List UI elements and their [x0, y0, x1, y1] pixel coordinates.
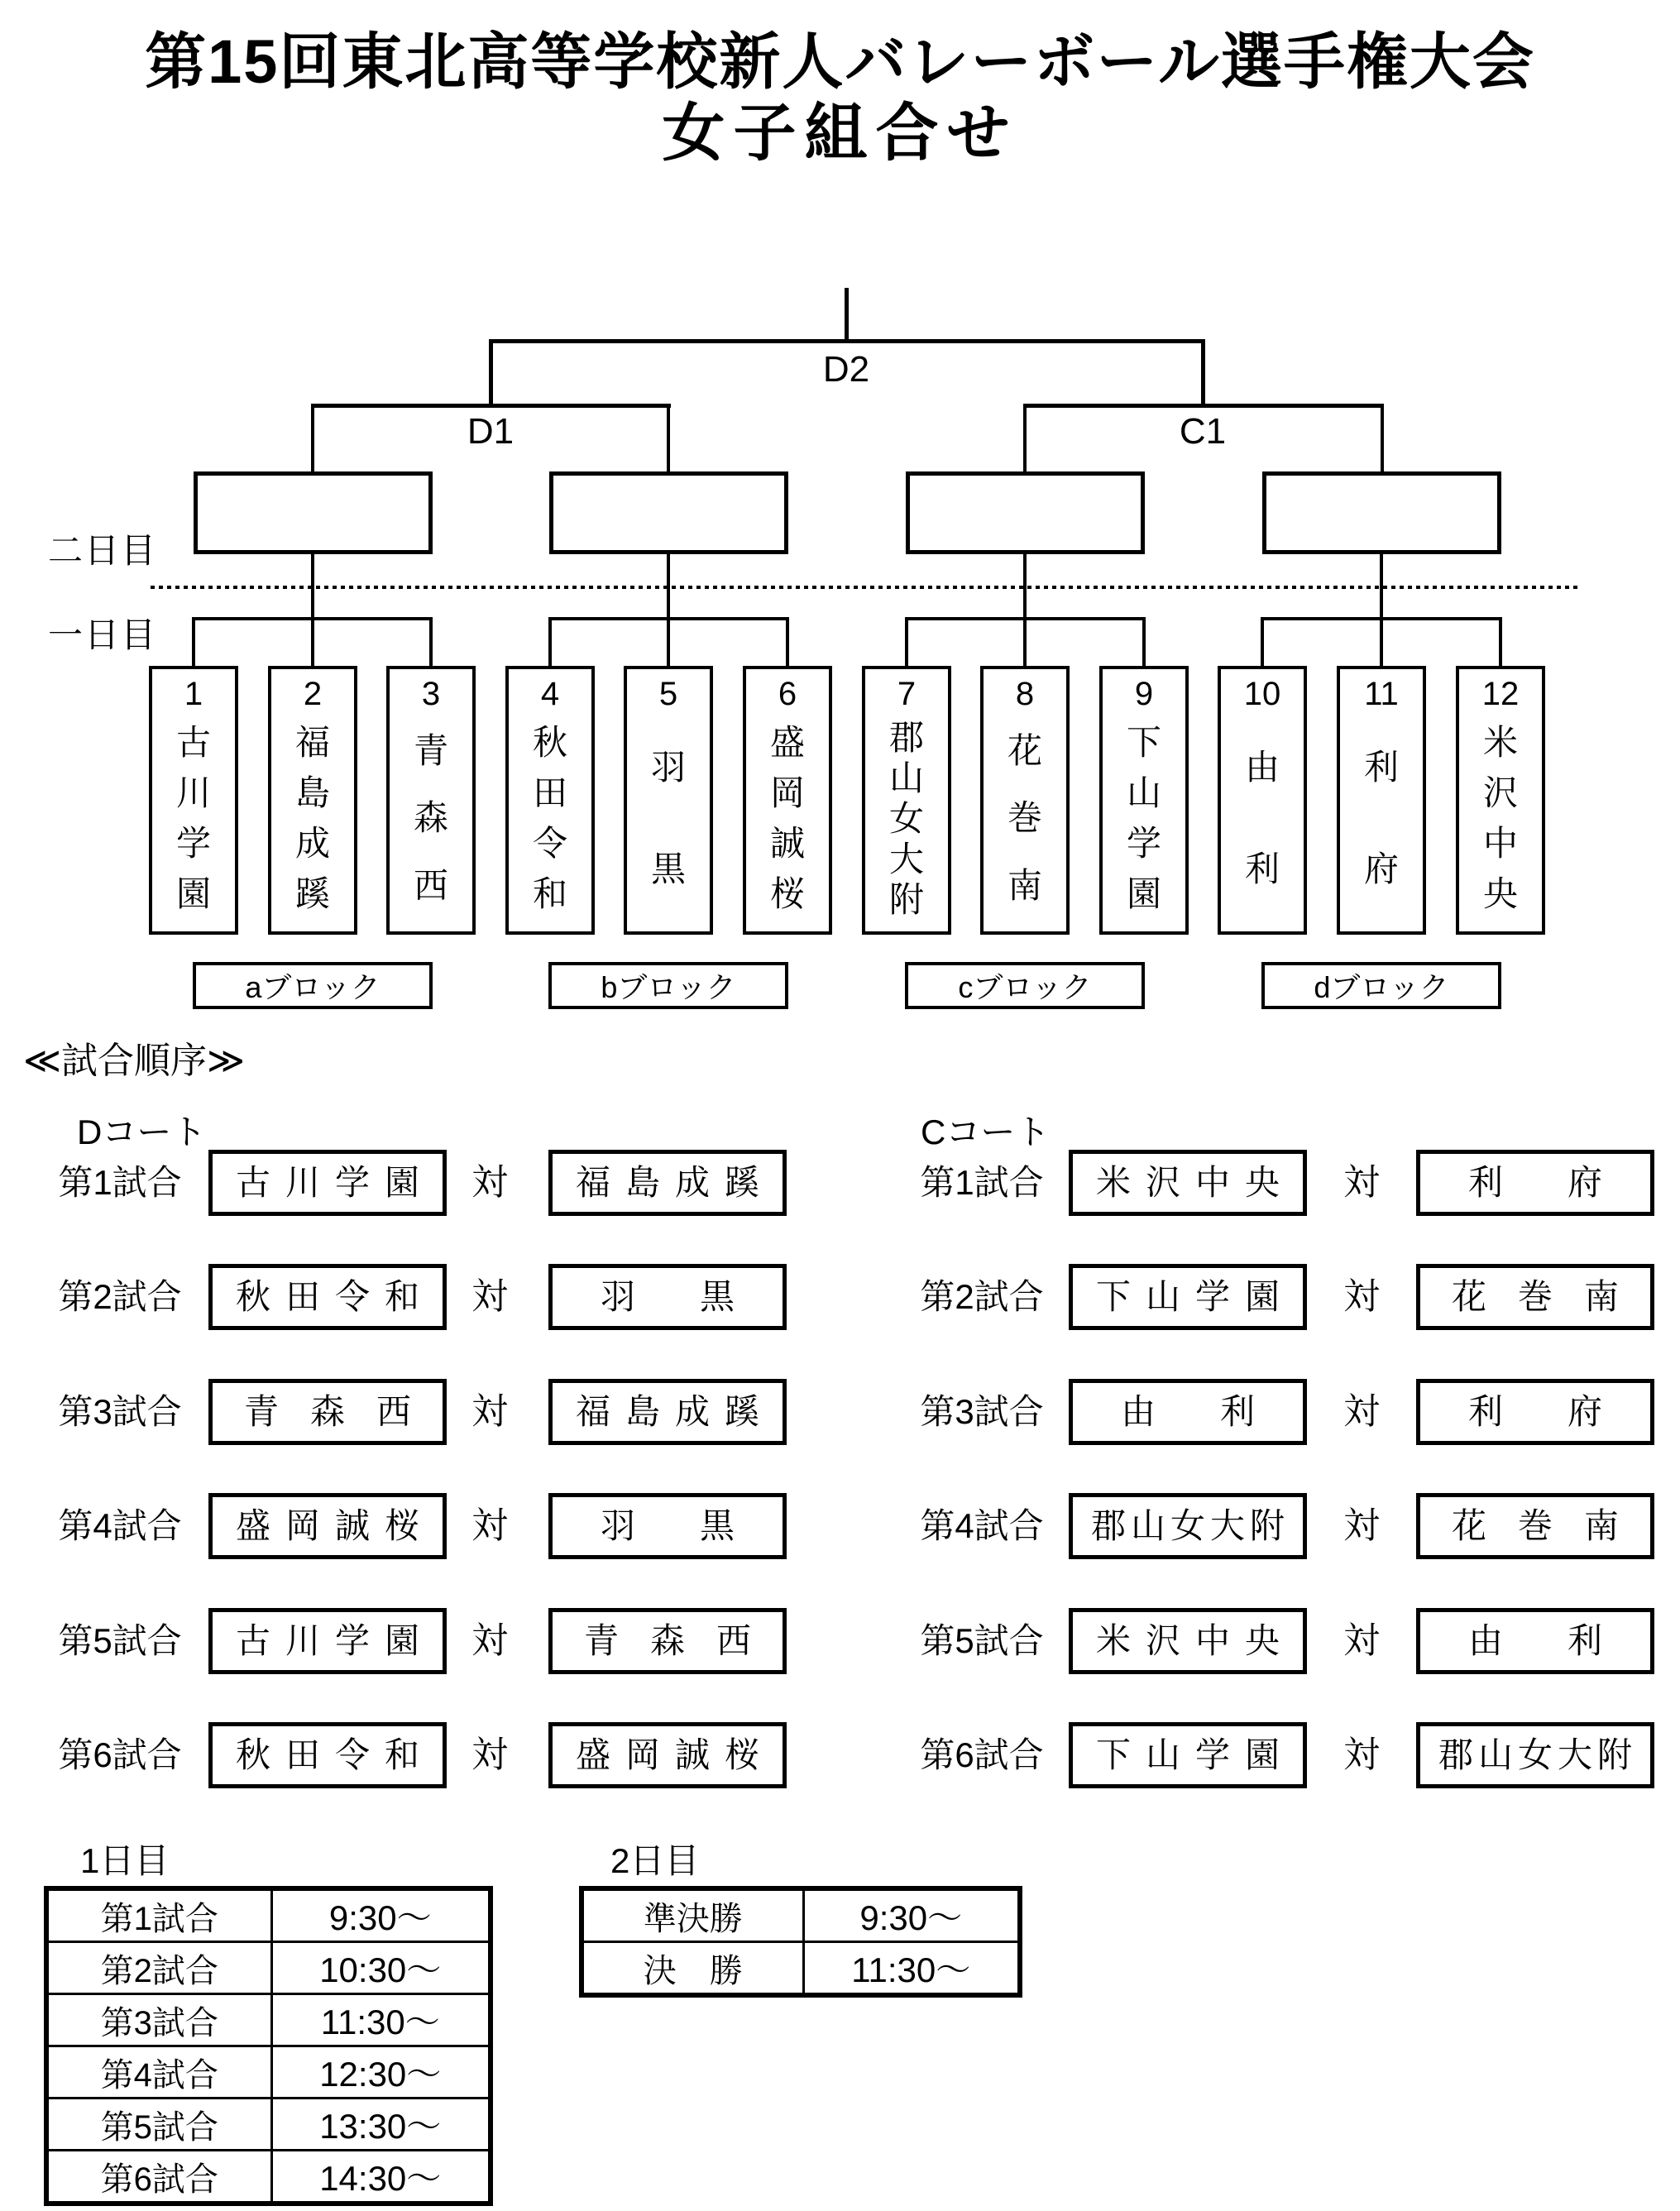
semifinal-slot-box [906, 471, 1145, 554]
match-number-label: 第6試合 [58, 1735, 182, 1774]
match-number-label: 第3試合 [58, 1392, 182, 1431]
schedule-match-label: 決 勝 [582, 1942, 803, 1996]
away-team-box [1416, 1379, 1654, 1445]
block-label-d: dブロック [1261, 962, 1501, 1009]
home-team-name: 古 川 学 園 [235, 1621, 419, 1660]
away-team-name: 郡 山 女 大 附 [1438, 1735, 1632, 1774]
home-team-name: 郡 山 女 大 附 [1090, 1506, 1285, 1545]
match-number-label: 第3試合 [920, 1392, 1044, 1431]
match-number-label: 第2試合 [920, 1277, 1044, 1316]
home-team-box [1069, 1493, 1307, 1559]
vs-label: 対 [1343, 1620, 1380, 1661]
schedule-time: 10:30～ [271, 1942, 491, 1994]
match-order-heading: ≪試合順序≫ [23, 1041, 246, 1081]
match-row-c5 [0, 1608, 1680, 1674]
day2-schedule-table [579, 1886, 1022, 1998]
schedule-time: 12:30～ [271, 2046, 491, 2099]
match-row-c4 [0, 1493, 1680, 1559]
team-name: 花 巻 南 [1007, 730, 1042, 906]
team-name: 利 府 [1363, 748, 1399, 888]
table-row [582, 1888, 1020, 1942]
day2-side-label: 二日目 [48, 531, 158, 570]
day1-table-title: 1日目 [80, 1841, 170, 1880]
home-team-box [1069, 1608, 1307, 1674]
table-row [46, 2046, 491, 2099]
away-team-name: 利 府 [1467, 1392, 1602, 1431]
vs-label: 対 [1343, 1735, 1380, 1775]
bracket-line [1201, 339, 1205, 408]
team-seed: 3 [421, 676, 441, 712]
vs-label: 対 [471, 1162, 508, 1203]
match-number-label: 第1試合 [920, 1163, 1044, 1202]
team-box-2 [268, 666, 357, 935]
bracket-line [667, 617, 670, 669]
home-team-name: 下 山 学 園 [1095, 1277, 1280, 1316]
team-seed: 7 [897, 676, 917, 712]
match-number-label: 第1試合 [58, 1163, 182, 1202]
court-d-label: Dコート [77, 1113, 207, 1151]
tournament-title: 第15回東北高等学校新人バレーボール選手権大会 [145, 27, 1535, 96]
away-team-name: 花 巻 南 [1451, 1277, 1619, 1316]
table-row [582, 1942, 1020, 1996]
vs-label: 対 [1343, 1391, 1380, 1432]
home-team-box [1069, 1264, 1307, 1330]
block-label-a: aブロック [193, 962, 433, 1009]
bracket-line [1261, 617, 1264, 669]
match-number-label: 第5試合 [920, 1621, 1044, 1660]
team-seed: 6 [778, 676, 797, 712]
away-team-name: 花 巻 南 [1451, 1506, 1619, 1545]
bracket-line-semifinal-left [311, 404, 671, 408]
schedule-match-label: 準決勝 [582, 1888, 803, 1942]
home-team-name: 盛 岡 誠 桜 [235, 1506, 419, 1545]
day-separator-line [151, 586, 1578, 589]
bracket-line [786, 617, 789, 669]
match-number-label: 第5試合 [58, 1621, 182, 1660]
bracket-line [489, 339, 493, 408]
team-box-12 [1456, 666, 1545, 935]
bracket-line [192, 617, 195, 669]
semifinal-left-label: D1 [467, 411, 515, 452]
semifinal-slot-box [549, 471, 788, 554]
home-team-name: 米 沢 中 央 [1095, 1163, 1280, 1202]
away-team-box [1416, 1150, 1654, 1216]
home-team-box [1069, 1150, 1307, 1216]
schedule-match-label: 第5試合 [46, 2099, 271, 2151]
vs-label: 対 [1343, 1505, 1380, 1546]
bracket-line [1023, 617, 1027, 669]
match-number-label: 第2試合 [58, 1277, 182, 1316]
day2-table-title: 2日目 [610, 1841, 700, 1880]
schedule-time: 11:30～ [803, 1942, 1020, 1996]
day1-schedule-table [44, 1886, 493, 2206]
bracket-line-semifinal-right [1023, 404, 1384, 408]
final-label: D2 [822, 349, 870, 390]
vs-label: 対 [471, 1735, 508, 1775]
away-team-name: 羽 黒 [600, 1506, 735, 1545]
team-box-5 [624, 666, 713, 935]
team-name: 下 山 学 園 [1126, 722, 1161, 914]
bracket-line [311, 404, 314, 476]
court-c-label: Cコート [921, 1113, 1051, 1151]
schedule-time: 9:30～ [271, 1888, 491, 1942]
table-row [46, 2151, 491, 2204]
match-row-c3 [0, 1379, 1680, 1445]
table-row [46, 1994, 491, 2046]
team-seed: 1 [184, 676, 203, 712]
table-row [46, 1942, 491, 1994]
team-seed: 11 [1364, 676, 1399, 712]
away-team-box [1416, 1493, 1654, 1559]
team-box-1 [149, 666, 238, 935]
team-name: 古 川 学 園 [175, 722, 211, 914]
table-row [46, 2099, 491, 2151]
home-team-name: 下 山 学 園 [1095, 1735, 1280, 1774]
team-name: 秋 田 令 和 [532, 722, 567, 914]
home-team-name: 古 川 学 園 [235, 1163, 419, 1202]
bracket-line-final [489, 339, 1205, 343]
bracket-line [1023, 404, 1027, 476]
semifinal-slot-box [194, 471, 433, 554]
schedule-time: 9:30～ [803, 1888, 1020, 1942]
away-team-name: 福 島 成 蹊 [575, 1163, 759, 1202]
home-team-name: 青 森 西 [243, 1392, 411, 1431]
bracket-line [429, 617, 433, 669]
table-row [46, 1888, 491, 1942]
schedule-match-label: 第1試合 [46, 1888, 271, 1942]
team-name: 米 沢 中 央 [1482, 722, 1518, 914]
match-row-c6 [0, 1722, 1680, 1788]
team-box-10 [1218, 666, 1307, 935]
block-label-b: bブロック [548, 962, 788, 1009]
bracket-line [1381, 404, 1384, 476]
team-box-6 [743, 666, 832, 935]
vs-label: 対 [471, 1620, 508, 1661]
team-box-4 [505, 666, 595, 935]
match-number-label: 第6試合 [920, 1735, 1044, 1774]
away-team-box [1416, 1608, 1654, 1674]
team-name: 羽 黒 [650, 748, 686, 888]
schedule-match-label: 第3試合 [46, 1994, 271, 2046]
match-row-c1 [0, 1150, 1680, 1216]
team-name: 郡 山 女 大 附 [888, 717, 924, 919]
match-row-c2 [0, 1264, 1680, 1330]
bracket-line [311, 617, 314, 669]
team-seed: 8 [1015, 676, 1035, 712]
day1-side-label: 一日目 [48, 615, 158, 654]
bracket-line [548, 617, 552, 669]
home-team-name: 秋 田 令 和 [235, 1735, 419, 1774]
vs-label: 対 [1343, 1276, 1380, 1317]
bracket-line [1380, 617, 1383, 669]
semifinal-slot-box [1262, 471, 1501, 554]
team-seed: 5 [658, 676, 678, 712]
schedule-match-label: 第4試合 [46, 2046, 271, 2099]
vs-label: 対 [471, 1505, 508, 1546]
tournament-subtitle: 女子組合せ [662, 98, 1018, 169]
home-team-name: 由 利 [1120, 1392, 1255, 1431]
away-team-name: 由 利 [1467, 1621, 1602, 1660]
away-team-box [1416, 1264, 1654, 1330]
match-number-label: 第4試合 [58, 1506, 182, 1545]
team-box-8 [980, 666, 1070, 935]
schedule-match-label: 第2試合 [46, 1942, 271, 1994]
bracket-line [667, 404, 670, 476]
team-seed: 4 [540, 676, 560, 712]
away-team-name: 盛 岡 誠 桜 [575, 1735, 759, 1774]
home-team-box [1069, 1379, 1307, 1445]
team-seed: 10 [1243, 676, 1281, 712]
match-number-label: 第4試合 [920, 1506, 1044, 1545]
team-name: 福 島 成 蹊 [294, 722, 330, 914]
schedule-time: 14:30～ [271, 2151, 491, 2204]
bracket-line [905, 617, 908, 669]
team-name: 由 利 [1244, 748, 1280, 888]
vs-label: 対 [471, 1276, 508, 1317]
team-box-7 [862, 666, 951, 935]
home-team-box [1069, 1722, 1307, 1788]
vs-label: 対 [1343, 1162, 1380, 1203]
team-name: 青 森 西 [413, 730, 448, 906]
vs-label: 対 [471, 1391, 508, 1432]
schedule-match-label: 第6試合 [46, 2151, 271, 2204]
team-box-3 [386, 666, 476, 935]
team-box-9 [1099, 666, 1189, 935]
away-team-name: 利 府 [1467, 1163, 1602, 1202]
team-seed: 9 [1134, 676, 1154, 712]
team-seed: 12 [1481, 676, 1520, 712]
schedule-time: 13:30～ [271, 2099, 491, 2151]
team-seed: 2 [303, 676, 323, 712]
bracket-line-final-stub [845, 288, 849, 342]
away-team-name: 福 島 成 蹊 [575, 1392, 759, 1431]
home-team-name: 米 沢 中 央 [1095, 1621, 1280, 1660]
away-team-box [1416, 1722, 1654, 1788]
home-team-name: 秋 田 令 和 [235, 1277, 419, 1316]
block-label-c: cブロック [905, 962, 1145, 1009]
bracket-line [1142, 617, 1146, 669]
away-team-name: 羽 黒 [600, 1277, 735, 1316]
team-name: 盛 岡 誠 桜 [769, 722, 805, 914]
schedule-time: 11:30～ [271, 1994, 491, 2046]
semifinal-right-label: C1 [1179, 411, 1227, 452]
team-box-11 [1337, 666, 1426, 935]
away-team-name: 青 森 西 [583, 1621, 751, 1660]
bracket-line [1499, 617, 1502, 669]
